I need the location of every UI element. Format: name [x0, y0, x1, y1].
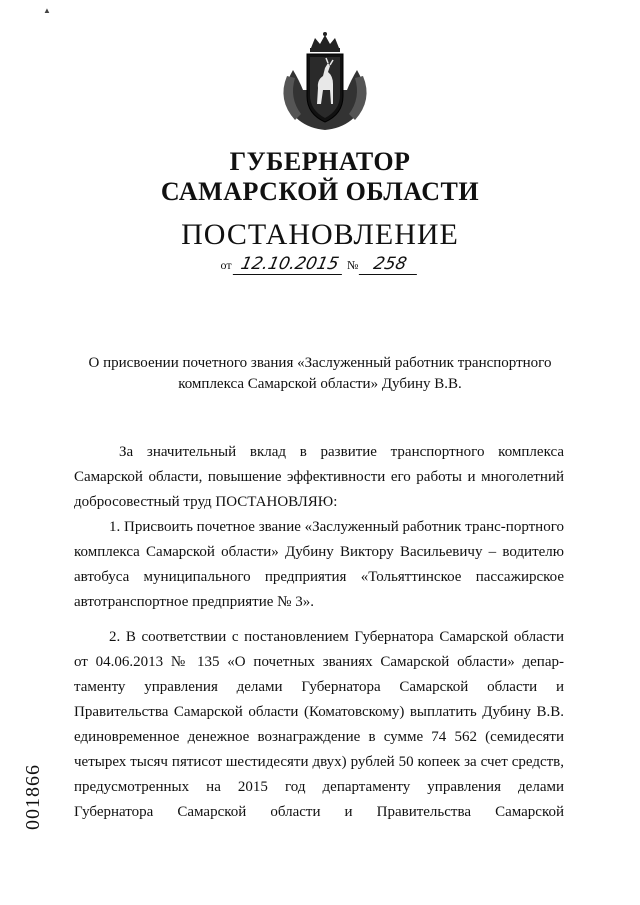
paragraph-preamble: За значительный вклад в развитие транспортного комплекса Самарской области, повышение эффективности его работы и многолетний добросовестный труд ПОСТАНОВЛЯЮ:	[74, 444, 564, 510]
document-date: 12.10.2015	[232, 254, 346, 275]
org-name-line1: ГУБЕРНАТОР	[229, 147, 411, 176]
paragraph-item-1: 1. Присвоить почетное звание «Заслуженный работник транс-портного комплекса Самарской области» Дубину Виктору Васильевичу – водителю автобуса муниципального предприятия «Тольяттинское пассажирское автотранспортное предприятие № 3».	[74, 519, 564, 610]
document-subject: О присвоении почетного звания «Заслуженный работник транспортного комплекса Самарской области» Дубину В.В.	[88, 355, 552, 392]
org-name-line2: САМАРСКОЙ ОБЛАСТИ	[160, 177, 480, 206]
scan-mark: ▲	[43, 6, 51, 15]
document-number: 258	[359, 254, 421, 275]
date-number-line	[0, 254, 640, 275]
date-prefix: от	[220, 258, 232, 272]
paragraph-item-2: 2. В соответствии с постановлением Губернатора Самарской области от 04.06.2013 № 135 «О почетных званиях Самарской области» депар-таменту управления делами Губернатора Самарской области и Правительства Самарской области (Коматовскому) выплатить Дубину В.В. единовременное денежное вознаграждение в сумме 74 562 (семидесяти четырех тысяч пятисот шестидесяти двух) рублей 50 копеек за счет средств, предусмотренных на 2015 год департаменту управления делами Губернатора Самарской области и Правительства Самарской	[74, 629, 564, 820]
number-prefix: №	[346, 258, 359, 272]
samara-coat-of-arms-icon	[273, 30, 377, 134]
document-type: ПОСТАНОВЛЕНИЕ	[181, 218, 459, 251]
side-stamp-number: 001866	[22, 764, 44, 830]
